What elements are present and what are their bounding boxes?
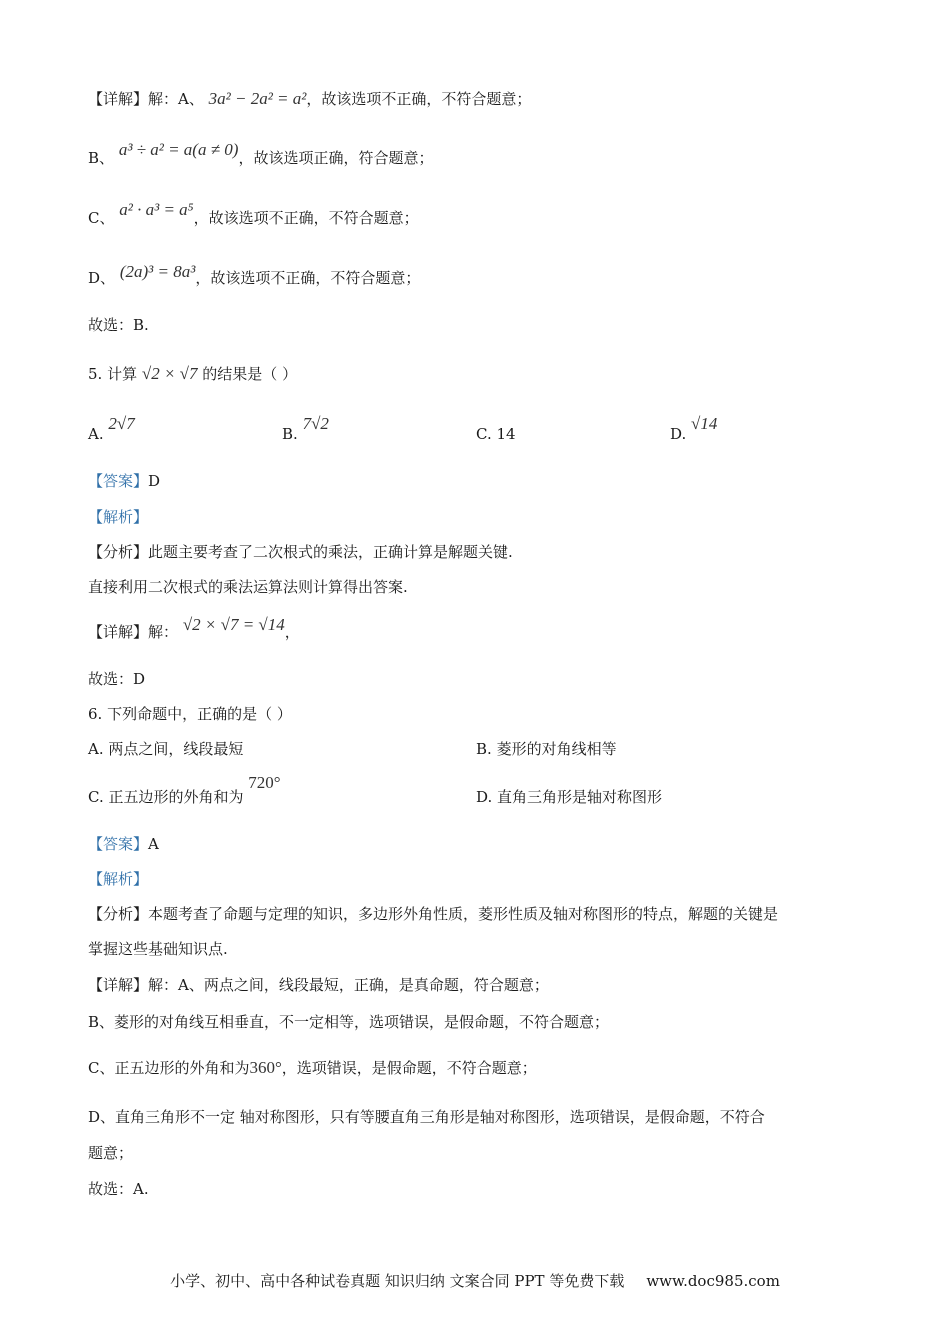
- q6-option-c: C. 正五边形的外角和为 720°: [88, 773, 281, 806]
- q5-stem: 5. 计算 √2 × √7 的结果是（ ）: [88, 364, 298, 383]
- q6-conclusion: 故选：A.: [88, 1180, 149, 1198]
- q6-option-d: D. 直角三角形是轴对称图形: [476, 788, 663, 806]
- footer-text: 小学、初中、高中各种试卷真题 知识归纳 文案合同 PPT 等免费下载: [170, 1272, 625, 1290]
- math-expression: a³ ÷ a² = a(a ≠ 0): [118, 140, 239, 159]
- q6-detail-b: B、菱形的对角线互相垂直，不一定相等，选项错误，是假命题，不符合题意；: [88, 1013, 610, 1031]
- page-footer: [0, 1270, 950, 1291]
- q5-option-d: D. √14: [670, 414, 718, 443]
- math-expression: 3a² − 2a² = a²: [208, 89, 307, 108]
- math-expression: 720°: [248, 773, 281, 792]
- footer-url[interactable]: www.doc985.com: [646, 1272, 780, 1290]
- q4-detail-line-d: D、 (2a)³ = 8a³，故该选项不正确，不符合题意；: [88, 262, 421, 287]
- math-expression: √2 × √7 = √14: [182, 615, 285, 634]
- answer-label: 【答案】: [88, 472, 149, 490]
- q5-answer: 【答案】D: [88, 472, 161, 490]
- q4-detail-line-c: C、 a² · a³ = a⁵，故该选项不正确，不符合题意；: [88, 200, 419, 227]
- q6-analysis-line-2: 掌握这些基础知识点.: [88, 940, 228, 958]
- q5-analysis-label: 【解析】: [88, 508, 149, 526]
- q5-option-c: C. 14: [476, 425, 516, 443]
- q6-option-b: B. 菱形的对角线相等: [476, 740, 617, 758]
- math-expression: √2 × √7: [141, 364, 198, 383]
- q6-option-a: A. 两点之间，线段最短: [88, 740, 244, 758]
- q6-stem: 6. 下列命题中，正确的是（ ）: [88, 705, 292, 723]
- q6-detail-d-line-2: 题意；: [88, 1144, 134, 1162]
- q6-detail-a: 【详解】解：A、两点之间，线段最短，正确，是真命题，符合题意；: [88, 976, 549, 994]
- math-expression: 360°: [249, 1058, 282, 1077]
- math-expression: a² · a³ = a⁵: [119, 200, 194, 219]
- math-expression: 2√7: [108, 414, 135, 433]
- q5-option-a: A. 2√7: [88, 414, 135, 443]
- q5-analysis: 【分析】此题主要考查了二次根式的乘法，正确计算是解题关键.: [88, 543, 513, 561]
- q5-conclusion: 故选：D: [88, 670, 146, 688]
- answer-label: 【答案】: [88, 835, 149, 853]
- q5-option-b: B. 7√2: [282, 414, 329, 443]
- q5-method: 直接利用二次根式的乘法运算法则计算得出答案.: [88, 578, 408, 596]
- detail-label: 【详解】: [88, 90, 149, 108]
- q4-conclusion: 故选：B.: [88, 316, 149, 334]
- q4-detail-line-a: 【详解】解：A、 3a² − 2a² = a²，故该选项不正确，不符合题意；: [88, 89, 532, 108]
- q6-answer: 【答案】A: [88, 835, 159, 853]
- math-expression: (2a)³ = 8a³: [119, 262, 196, 281]
- math-expression: √14: [691, 414, 718, 433]
- option-value: 14: [496, 425, 516, 443]
- q4-detail-line-b: B、 a³ ÷ a² = a(a ≠ 0)，故该选项正确，符合题意；: [88, 140, 434, 167]
- q6-analysis-line-1: 【分析】本题考查了命题与定理的知识，多边形外角性质，菱形性质及轴对称图形的特点，解题的关键是: [88, 905, 779, 923]
- math-expression: 7√2: [302, 414, 329, 433]
- q6-detail-c: C、正五边形的外角和为360°，选项错误，是假命题，不符合题意；: [88, 1058, 537, 1077]
- q6-detail-d-line-1: D、直角三角形不一定 轴对称图形，只有等腰直角三角形是轴对称图形，选项错误，是假命题，不符合: [88, 1108, 765, 1126]
- q6-analysis-label: 【解析】: [88, 870, 149, 888]
- q5-detail: 【详解】解： √2 × √7 = √14，: [88, 615, 300, 641]
